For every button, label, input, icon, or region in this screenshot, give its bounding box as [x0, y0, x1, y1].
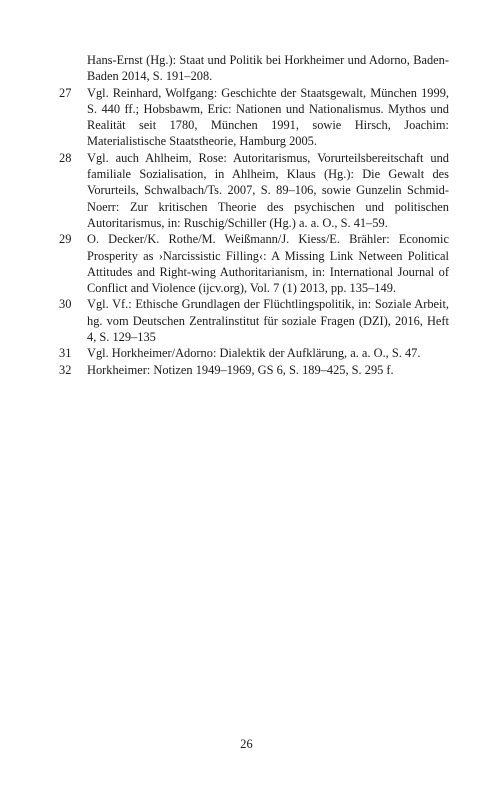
footnote-continued	[59, 52, 449, 85]
footnote-32	[59, 362, 449, 378]
footnote-text: Vgl. Vf.: Ethische Grundlagen der Flüchtlingspolitik, in: Soziale Arbeit, hg. vom Deutschen Zentralinstitut für soziale Fragen (DZI), 2016, Heft 4, S. 129–135	[87, 297, 449, 345]
footnote-31	[59, 345, 449, 361]
footnote-text: O. Decker/K. Rothe/M. Weißmann/J. Kiess/E. Brähler: Economic Prosperity as ›Narcissistic Filling‹: A Missing Link Netween Political Attitudes and Right-wing Authoritarianism, in: International Journal of Conflict and Violence (ijcv.org), Vol. 7 (1) 2013, pp. 135–149.	[87, 232, 449, 296]
footnote-number: 31	[59, 346, 72, 361]
footnote-text: Vgl. Horkheimer/Adorno: Dialektik der Aufklärung, a. a. O., S. 47.	[87, 346, 421, 361]
footnote-text: Vgl. auch Ahlheim, Rose: Autoritarismus, Vorurteilsbereitschaft und familiale Sozialisation, in Ahlheim, Klaus (Hg.): Die Gewalt des Vorurteils, Schwalbach/Ts. 2007, S. 89–106, sowie Gunzelin Schmid-Noerr: Zur kritischen Theorie des psychischen und politischen Autoritarismus, in: Ruschig/Schiller (Hg.) a. a. O., S. 41–59.	[87, 150, 449, 230]
footnote-number: 27	[59, 85, 72, 100]
footnote-27	[59, 85, 449, 150]
footnote-number: 28	[59, 150, 72, 165]
footnote-28	[59, 150, 449, 231]
footnote-30	[59, 296, 449, 345]
footnote-number: 30	[59, 297, 72, 312]
footnote-text: Vgl. Reinhard, Wolfgang: Geschichte der Staatsgewalt, München 1999, S. 440 ff.; Hobsbawm, Eric: Nationen und Nationalismus. Mythos und Realität seit 1780, München 1991, sowie Hirsch, Joachim: Materialistische Staatstheorie, Hamburg 2005.	[87, 85, 449, 149]
page-number: 26	[240, 737, 253, 751]
footnotes-list	[59, 52, 449, 378]
footnote-number: 32	[59, 362, 72, 377]
footnote-text: Horkheimer: Notizen 1949–1969, GS 6, S. 189–425, S. 295 f.	[87, 362, 394, 377]
footnote-text: Hans-Ernst (Hg.): Staat und Politik bei Horkheimer und Adorno, Baden-Baden 2014, S. 191–208.	[87, 53, 449, 84]
footnote-number: 29	[59, 232, 72, 247]
footnote-29	[59, 231, 449, 296]
